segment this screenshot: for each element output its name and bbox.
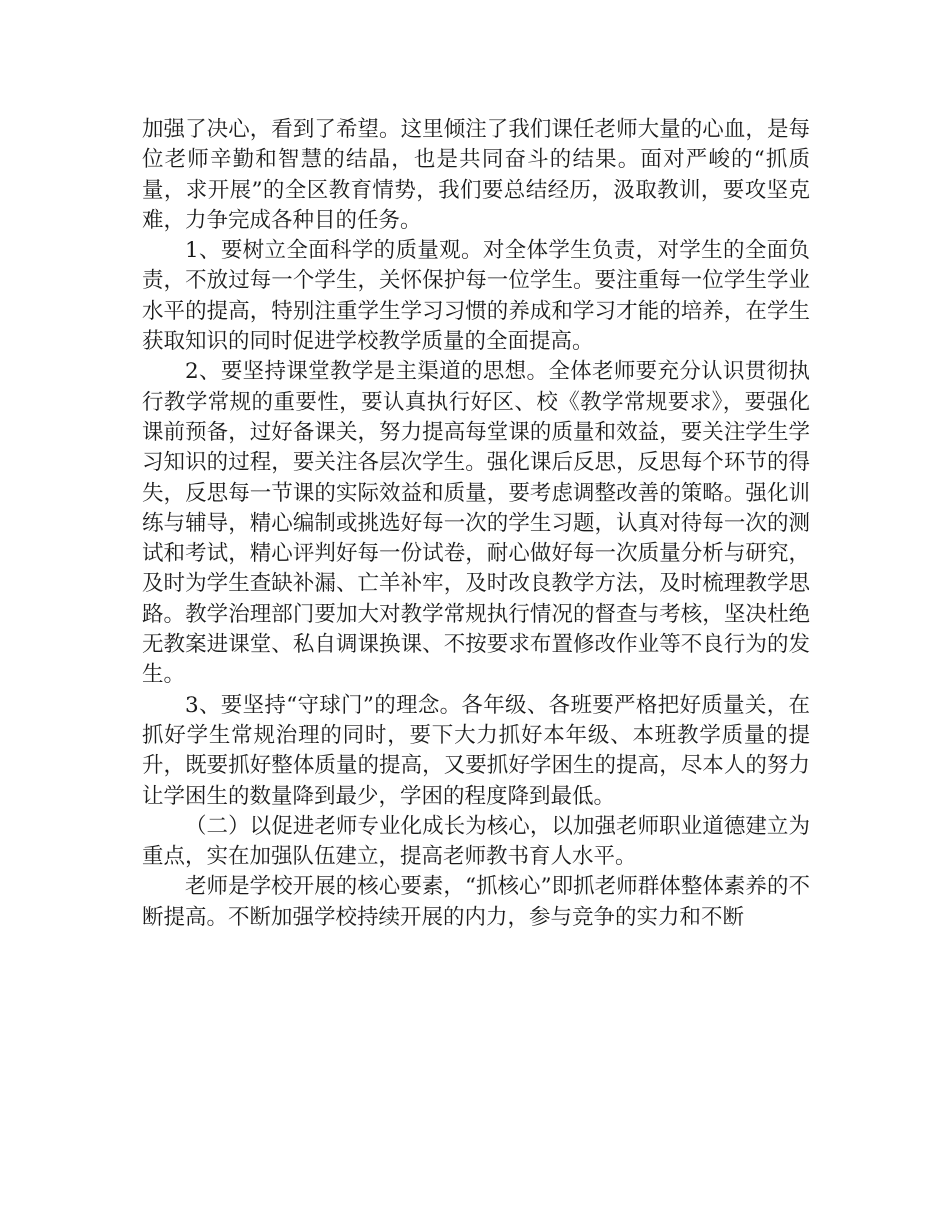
paragraph-classroom-teaching: 2、要坚持课堂教学是主渠道的思想。全体老师要充分认识贯彻执行教学常规的重要性，要认真执行好区、校《教学常规要求》，要强化课前预备，过好备课关，努力提高每堂课的质量和效益，要关注学生学习知识的过程，要关注各层次学生。强化课后反思，反思每个环节的得失，反思每一节课的实际效益和质量，要考虑调整改善的策略。强化训练与辅导，精心编制或挑选好每一次的学生习题，认真对待每一次的测试和考试，精心评判好每一份试卷，耐心做好每一次质量分析与研究，及时为学生查缺补漏、亡羊补牢，及时改良教学方法，及时梳理教学思路。教学治理部门要加大对教学常规执行情况的督查与考核，坚决杜绝无教案进课堂、私自调课换课、不按要求布置修改作业等不良行为的发生。 [142,359,810,688]
paragraph-goalkeeper-concept: 3、要坚持“守球门”的理念。各年级、各班要严格把好质量关，在抓好学生常规治理的同时，要下大力抓好本年级、本班教学质量的提升，既要抓好整体质量的提高，又要抓好学困生的提高，尽本人的努力让学困生的数量降到最少，学困的程度降到最低。 [142,692,810,809]
paragraph-quality-view: 1、要树立全面科学的质量观。对全体学生负责，对学生的全面负责，不放过每一个学生，关怀保护每一位学生。要注重每一位学生学业水平的提高，特别注重学生学习习惯的养成和学习才能的培养，在学生获取知识的同时促进学校教学质量的全面提高。 [142,238,810,355]
document-body [142,115,810,933]
paragraph-continuation: 加强了决心，看到了希望。这里倾注了我们课任老师大量的心血，是每位老师辛勤和智慧的结晶，也是共同奋斗的结果。面对严峻的“抓质量，求开展”的全区教育情势，我们要总结经历，汲取教训，要攻坚克难，力争完成各种目的任务。 [142,117,810,233]
paragraph-teacher-core: 老师是学校开展的核心要素，“抓核心”即抓老师群体整体素养的不断提高。不断加强学校持续开展的内力，参与竞争的实力和不断 [142,874,810,930]
section-heading-two: （二）以促进老师专业化成长为核心，以加强老师职业道德建立为重点，实在加强队伍建立，提高老师教书育人水平。 [142,813,810,870]
